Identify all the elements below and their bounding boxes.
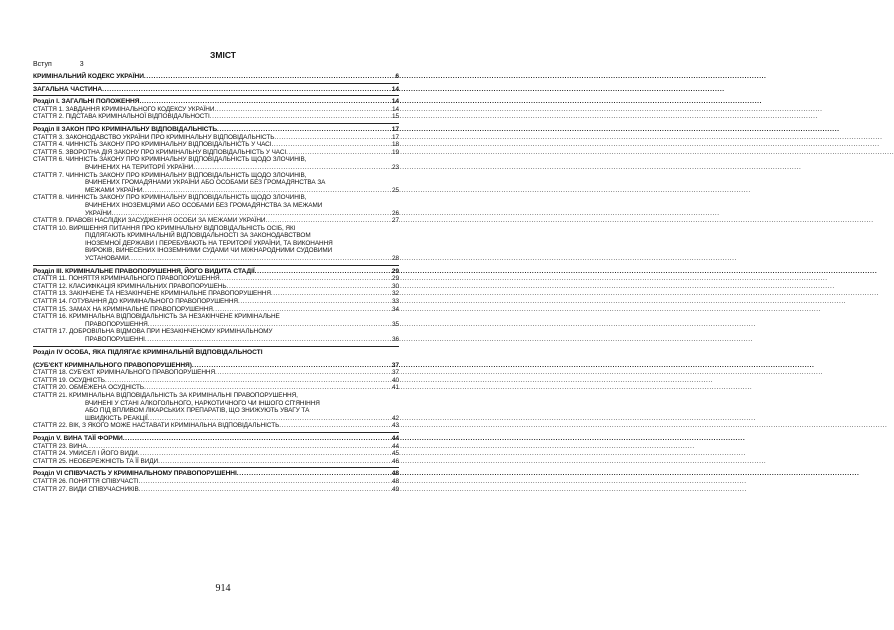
divider [33,83,399,84]
toc-item[interactable]: СТАТТЯ 17. ДОБРОВІЛЬНА ВІДМОВА ПРИ НЕЗАКІНЧЕНОМУ КРИМІНАЛЬНОМУ ПРАВОПОРУШЕННІ ..... 36 [33,328,399,343]
toc-item[interactable]: СТАТТЯ 13. ЗАКІНЧЕНЕ ТА НЕЗАКІНЧЕНЕ КРИМІНАЛЬНЕ ПРАВОПОРУШЕННЯ ..... 32 [33,290,399,298]
toc-item[interactable]: СТАТТЯ 14. ГОТУВАННЯ ДО КРИМІНАЛЬНОГО ПРАВОПОРУШЕННЯ ..... 33 [33,298,399,306]
toc-item[interactable]: СТАТТЯ 7. ЧИННІСТЬ ЗАКОНУ ПРО КРИМІНАЛЬНУ ВІДПОВІДАЛЬНІСТЬ ЩОДО ЗЛОЧИНІВ, ВЧИНЕНИХ ГРОМАДЯНАМИ УКРАЇНИ АБО ОСОБАМИ БЕЗ ГРОМАДЯНСТВА ЗА МЕЖАМИ УКРАЇНИ ..... 25 [33,172,399,195]
toc-item[interactable]: СТАТТЯ 10. ВИРІШЕННЯ ПИТАННЯ ПРО КРИМІНАЛЬНУ ВІДПОВІДАЛЬНІСТЬ ОСІБ, ЯКІ ПІДЛЯГАЮТЬ КРИМІНАЛЬНІЙ ВІДПОВІДАЛЬНОСТІ ЗА ЗАКОНОДАВСТВОМ ІНОЗЕМНОЇ ДЕРЖАВИ І ПЕРЕБУВАЮТЬ НА ТЕРИТОРІЇ УКРАЇНИ, ТА ВИКОНАННЯ ВИРОКІВ, ВИНЕСЕНИХ ІНОЗЕМНИМИ СУДАМИ ЧИ МІЖНАРОДНИМИ СУДОВИМИ УСТАНОВАМИ ..... 28 [33,225,399,263]
toc-item[interactable]: СТАТТЯ 5. ЗВОРОТНА ДІЯ ЗАКОНУ ПРО КРИМІНАЛЬНУ ВІДПОВІДАЛЬНІСТЬ У ЧАСІ ..... 19 [33,149,399,157]
toc-item[interactable]: СТАТТЯ 23. ВИНА ..... 44 [33,443,399,451]
toc-item[interactable]: СТАТТЯ 6. ЧИННІСТЬ ЗАКОНУ ПРО КРИМІНАЛЬНУ ВІДПОВІДАЛЬНІСТЬ ЩОДО ЗЛОЧИНІВ, ВЧИНЕНИХ НА ТЕРИТОРІЇ УКРАЇНИ ..... 23 [33,156,399,171]
toc-item[interactable]: СТАТТЯ 15. ЗАМАХ НА КРИМІНАЛЬНЕ ПРАВОПОРУШЕННЯ ..... 34 [33,306,399,314]
toc-item[interactable]: СТАТТЯ 1. ЗАВДАННЯ КРИМІНАЛЬНОГО КОДЕКСУ УКРАЇНИ ..... 14 [33,106,399,114]
document-page [0,0,446,630]
toc-item[interactable]: СТАТТЯ 9. ПРАВОВІ НАСЛІДКИ ЗАСУДЖЕННЯ ОСОБИ ЗА МЕЖАМИ УКРАЇНИ ..... 27 [33,217,399,225]
toc-item[interactable]: СТАТТЯ 16. КРИМІНАЛЬНА ВІДПОВІДАЛЬНІСТЬ ЗА НЕЗАКІНЧЕНЕ КРИМІНАЛЬНЕ ПРАВОПОРУШЕННЯ ..... 35 [33,313,399,328]
toc-section-3[interactable]: Розділ ІІІ. КРИМІНАЛЬНЕ ПРАВОПОРУШЕННЯ, ЙОГО ВИДИТА СТАДІЇ ..... 29 [33,268,399,276]
toc-item[interactable]: СТАТТЯ 11. ПОНЯТТЯ КРИМІНАЛЬНОГО ПРАВОПОРУШЕННЯ ..... 29 [33,275,399,283]
divider [33,265,399,266]
toc-item[interactable]: СТАТТЯ 12. КЛАСИФІКАЦІЯ КРИМІНАЛЬНИХ ПРАВОПОРУШЕНЬ ..... 30 [33,283,399,291]
toc-code-title[interactable]: КРИМІНАЛЬНИЙ КОДЕКС УКРАЇНИ ..... 6 [33,73,399,81]
page-title: ЗМІСТ [210,50,236,60]
toc-item[interactable]: СТАТТЯ 19. ОСУДНІСТЬ ..... 40 [33,377,399,385]
toc-item[interactable]: СТАТТЯ 8. ЧИННІСТЬ ЗАКОНУ ПРО КРИМІНАЛЬНУ ВІДПОВІДАЛЬНІСТЬ ЩОДО ЗЛОЧИНІВ, ВЧИНЕНИХ ІНОЗЕМЦЯМИ АБО ОСОБАМИ БЕЗ ГРОМАДЯНСТВА ЗА МЕЖАМИ УКРАЇНИ ..... 26 [33,194,399,217]
toc-item[interactable]: СТАТТЯ 21. КРИМІНАЛЬНА ВІДПОВІДАЛЬНІСТЬ ЗА КРИМІНАЛЬНІ ПРАВОПОРУШЕННЯ, ВЧИНЕНІ У СТАНІ АЛКОГОЛЬНОГО, НАРКОТИЧНОГО ЧИ ІНШОГО СП'ЯНІННЯ АБО ПІД ВПЛИВОМ ЛІКАРСЬКИХ ПРЕПАРАТІВ, ЩО ЗНИЖУЮТЬ УВАГУ ТА ШВИДКІСТЬ РЕАКЦІЇ ..... 42 [33,392,399,422]
toc-item[interactable]: СТАТТЯ 25. НЕОБЕРЕЖНІСТЬ ТА ЇЇ ВИДИ ..... 46 [33,458,399,466]
toc-item[interactable]: СТАТТЯ 22. ВІК, З ЯКОГО МОЖЕ НАСТАВАТИ КРИМІНАЛЬНА ВІДПОВІДАЛЬНІСТЬ ..... 43 [33,422,399,430]
toc-item[interactable]: СТАТТЯ 4. ЧИННІСТЬ ЗАКОНУ ПРО КРИМІНАЛЬНУ ВІДПОВІДАЛЬНІСТЬ У ЧАСІ ..... 18 [33,141,399,149]
intro-page: 3 [79,61,84,68]
intro-label: Вступ [33,61,52,68]
toc-general-part[interactable]: ЗАГАЛЬНА ЧАСТИНА ..... 14 [33,86,399,94]
page-number: 914 [215,583,231,594]
toc-item[interactable]: СТАТТЯ 18. СУБ'ЄКТ КРИМІНАЛЬНОГО ПРАВОПОРУШЕННЯ ..... 37 [33,369,399,377]
toc-item[interactable]: СТАТТЯ 27. ВИДИ СПІВУЧАСНИКІВ ..... 49 [33,486,399,494]
table-of-contents [33,73,399,493]
toc-item[interactable]: СТАТТЯ 3. ЗАКОНОДАВСТВО УКРАЇНИ ПРО КРИМІНАЛЬНУ ВІДПОВІДАЛЬНІСТЬ ..... 17 [33,134,399,142]
toc-item[interactable]: СТАТТЯ 26. ПОНЯТТЯ СПІВУЧАСТІ ..... 48 [33,478,399,486]
toc-item[interactable]: СТАТТЯ 24. УМИСЕЛ І ЙОГО ВИДИ ..... 45 [33,450,399,458]
intro-entry[interactable] [33,61,84,68]
divider [33,432,399,433]
toc-section-1[interactable]: Розділ І. ЗАГАЛЬНІ ПОЛОЖЕННЯ ..... 14 [33,98,399,106]
toc-section-4-heading[interactable]: Розділ IV ОСОБА, ЯКА ПІДЛЯГАЄ КРИМІНАЛЬНІЙ ВІДПОВІДАЛЬНОСТІ [33,348,263,356]
divider [33,95,399,96]
divider [33,346,399,347]
divider [33,123,399,124]
toc-section-5[interactable]: Розділ V. ВИНА ТАЇЇ ФОРМИ ..... 44 [33,435,399,443]
toc-item[interactable]: СТАТТЯ 20. ОБМЕЖЕНА ОСУДНІСТЬ ..... 41 [33,384,399,392]
toc-item[interactable]: СТАТТЯ 2. ПІДСТАВА КРИМІНАЛЬНОЇ ВІДПОВІДАЛЬНОСТІ ..... 15 [33,113,399,121]
divider [33,467,399,468]
toc-section-4-subject[interactable]: (СУБ'ЄКТ КРИМІНАЛЬНОГО ПРАВОПОРУШЕННЯ) ..... 37 [33,362,399,370]
toc-section-2[interactable]: Розділ ІІ ЗАКОН ПРО КРИМІНАЛЬНУ ВІДПОВІДАЛЬНІСТЬ ..... 17 [33,126,399,134]
toc-section-6[interactable]: Розділ VI СПІВУЧАСТЬ У КРИМІНАЛЬНОМУ ПРАВОПОРУШЕННІ ..... 48 [33,470,399,478]
